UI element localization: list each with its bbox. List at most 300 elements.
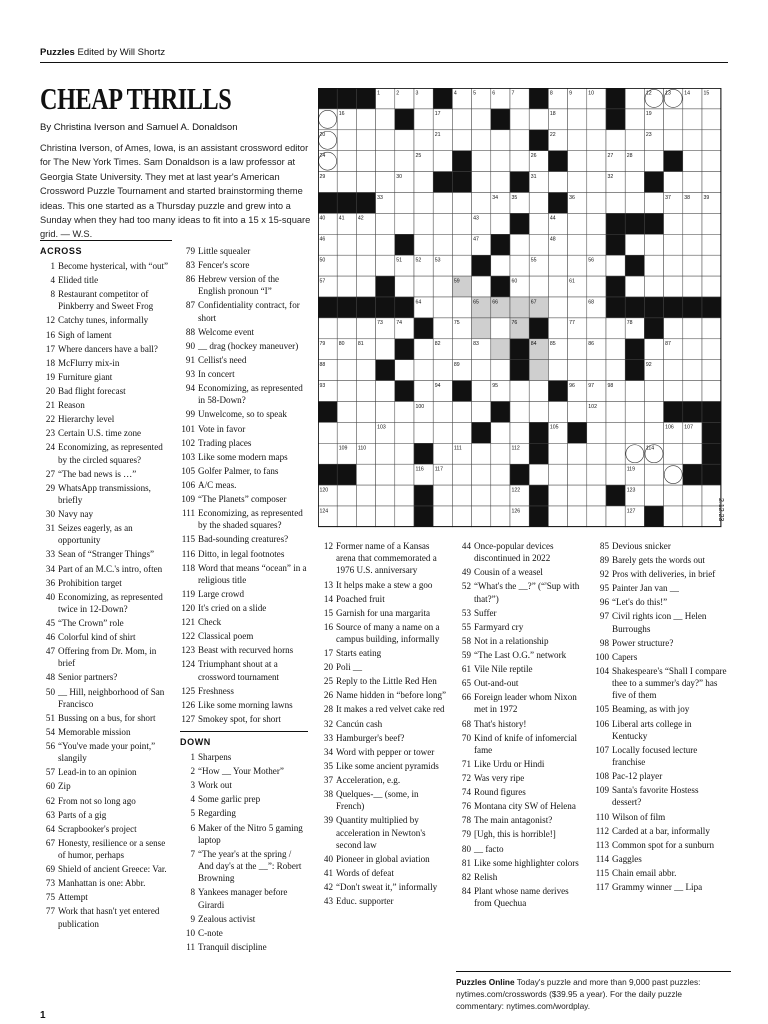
- grid-cell[interactable]: [337, 130, 356, 151]
- cell-number: 4: [453, 90, 457, 97]
- grid-cell[interactable]: [472, 485, 491, 506]
- grid-cell[interactable]: [702, 213, 721, 234]
- grid-cell[interactable]: [625, 88, 644, 109]
- grid-cell[interactable]: [702, 318, 721, 339]
- grid-cell[interactable]: [318, 422, 337, 443]
- grid-cell[interactable]: [568, 485, 587, 506]
- grid-cell[interactable]: [376, 151, 395, 172]
- clue-number: 117: [595, 882, 609, 892]
- grid-cell[interactable]: [395, 402, 414, 423]
- grid-cell[interactable]: [472, 464, 491, 485]
- grid-cell[interactable]: [395, 276, 414, 297]
- grid-cell[interactable]: [625, 172, 644, 193]
- grid-cell[interactable]: [356, 422, 375, 443]
- clue-text: “The bad news is …”: [58, 468, 137, 479]
- grid-cell[interactable]: [587, 130, 606, 151]
- grid-block: [529, 130, 548, 151]
- grid-cell[interactable]: [606, 130, 625, 151]
- grid-cell[interactable]: [472, 402, 491, 423]
- grid-cell[interactable]: [337, 318, 356, 339]
- cell-number: 15: [703, 90, 710, 97]
- grid-cell[interactable]: [664, 381, 683, 402]
- grid-cell[interactable]: [433, 506, 452, 527]
- grid-cell[interactable]: [414, 276, 433, 297]
- grid-cell[interactable]: [683, 151, 702, 172]
- grid-cell[interactable]: [491, 506, 510, 527]
- grid-cell[interactable]: [664, 360, 683, 381]
- grid-cell[interactable]: [356, 130, 375, 151]
- grid-cell[interactable]: [376, 130, 395, 151]
- grid-cell[interactable]: [452, 506, 471, 527]
- grid-cell[interactable]: [664, 485, 683, 506]
- grid-cell[interactable]: [548, 506, 567, 527]
- grid-cell[interactable]: [683, 130, 702, 151]
- grid-cell[interactable]: [683, 255, 702, 276]
- grid-cell[interactable]: [587, 172, 606, 193]
- clue-text: __ Hill, neighborhood of San Francisco: [58, 686, 165, 709]
- grid-cell[interactable]: [644, 151, 663, 172]
- clue-number: 1: [50, 261, 55, 271]
- grid-cell[interactable]: [414, 422, 433, 443]
- grid-cell[interactable]: [337, 234, 356, 255]
- cell-number: 84: [530, 341, 537, 348]
- grid-cell[interactable]: [664, 255, 683, 276]
- grid-cell[interactable]: [452, 193, 471, 214]
- grid-cell[interactable]: [568, 443, 587, 464]
- grid-cell[interactable]: [548, 464, 567, 485]
- grid-cell[interactable]: [529, 109, 548, 130]
- cell-number: 92: [645, 362, 652, 368]
- grid-cell[interactable]: [606, 360, 625, 381]
- grid-cell[interactable]: [356, 464, 375, 485]
- grid-cell[interactable]: [587, 151, 606, 172]
- grid-cell[interactable]: [683, 109, 702, 130]
- grid-cell[interactable]: [644, 276, 663, 297]
- grid-cell[interactable]: [452, 130, 471, 151]
- grid-cell[interactable]: [395, 443, 414, 464]
- grid-cell[interactable]: [510, 422, 529, 443]
- grid-cell[interactable]: [625, 193, 644, 214]
- grid-cell[interactable]: [510, 109, 529, 130]
- grid-cell[interactable]: [702, 172, 721, 193]
- grid-cell[interactable]: [452, 485, 471, 506]
- grid-cell[interactable]: [356, 402, 375, 423]
- grid-cell[interactable]: [683, 485, 702, 506]
- grid-cell[interactable]: [625, 109, 644, 130]
- grid-cell[interactable]: [702, 255, 721, 276]
- grid-cell[interactable]: [510, 130, 529, 151]
- clue-item: [594, 637, 728, 649]
- grid-cell[interactable]: [491, 172, 510, 193]
- grid-cell[interactable]: [356, 151, 375, 172]
- cell-number: 47: [473, 236, 479, 243]
- grid-cell[interactable]: [414, 193, 433, 214]
- grid-cell[interactable]: [548, 255, 567, 276]
- grid-cell[interactable]: [395, 360, 414, 381]
- grid-cell[interactable]: [337, 151, 356, 172]
- clue-number: 126: [181, 699, 195, 710]
- grid-cell[interactable]: [491, 360, 510, 381]
- grid-cell[interactable]: [548, 402, 567, 423]
- grid-cell[interactable]: [510, 255, 529, 276]
- grid-cell[interactable]: [529, 464, 548, 485]
- grid-cell[interactable]: [683, 339, 702, 360]
- grid-cell[interactable]: [510, 151, 529, 172]
- grid-cell[interactable]: [337, 485, 356, 506]
- grid-cell[interactable]: [510, 234, 529, 255]
- grid-cell[interactable]: [606, 339, 625, 360]
- grid-cell[interactable]: [606, 402, 625, 423]
- clue-item: [180, 616, 308, 628]
- grid-cell[interactable]: [491, 464, 510, 485]
- grid-cell[interactable]: [568, 151, 587, 172]
- grid-cell[interactable]: [491, 422, 510, 443]
- grid-cell[interactable]: [664, 276, 683, 297]
- grid-cell[interactable]: [587, 506, 606, 527]
- grid-block: [491, 234, 510, 255]
- grid-cell[interactable]: [529, 402, 548, 423]
- grid-block: [606, 234, 625, 255]
- grid-cell[interactable]: [395, 151, 414, 172]
- clue-item: [318, 675, 448, 687]
- grid-cell[interactable]: [356, 109, 375, 130]
- grid-cell[interactable]: [702, 381, 721, 402]
- clue-number: 127: [181, 713, 195, 724]
- grid-cell[interactable]: [433, 297, 452, 318]
- grid-cell[interactable]: [452, 213, 471, 234]
- grid-cell[interactable]: [356, 360, 375, 381]
- grid-cell[interactable]: [664, 234, 683, 255]
- grid-cell[interactable]: [702, 360, 721, 381]
- grid-cell[interactable]: [664, 130, 683, 151]
- grid-cell[interactable]: [433, 360, 452, 381]
- grid-cell[interactable]: [587, 234, 606, 255]
- grid-cell[interactable]: [491, 339, 510, 360]
- grid-cell[interactable]: [395, 422, 414, 443]
- grid-cell[interactable]: [318, 318, 337, 339]
- grid-cell[interactable]: [644, 255, 663, 276]
- grid-cell[interactable]: [664, 213, 683, 234]
- clue-number: 108: [595, 771, 609, 782]
- grid-cell[interactable]: [683, 443, 702, 464]
- grid-cell[interactable]: [664, 506, 683, 527]
- grid-cell[interactable]: [606, 318, 625, 339]
- grid-cell[interactable]: [395, 485, 414, 506]
- grid-cell[interactable]: [548, 443, 567, 464]
- grid-cell[interactable]: [644, 485, 663, 506]
- grid-cell[interactable]: [529, 193, 548, 214]
- grid-cell[interactable]: [625, 130, 644, 151]
- clue-text: Kind of knife of infomercial fame: [474, 732, 578, 755]
- grid-cell[interactable]: [433, 402, 452, 423]
- grid-cell[interactable]: [625, 402, 644, 423]
- grid-cell[interactable]: [625, 234, 644, 255]
- grid-cell[interactable]: [644, 402, 663, 423]
- grid-cell[interactable]: [683, 172, 702, 193]
- grid-cell[interactable]: [376, 172, 395, 193]
- grid-cell[interactable]: [472, 109, 491, 130]
- grid-cell[interactable]: [472, 506, 491, 527]
- grid-cell[interactable]: [356, 276, 375, 297]
- grid-cell[interactable]: [433, 422, 452, 443]
- grid-cell[interactable]: [376, 213, 395, 234]
- grid-cell[interactable]: [376, 443, 395, 464]
- grid-cell[interactable]: [356, 255, 375, 276]
- grid-cell[interactable]: [491, 318, 510, 339]
- grid-cell[interactable]: [491, 130, 510, 151]
- grid-cell[interactable]: [548, 276, 567, 297]
- grid-cell[interactable]: [414, 339, 433, 360]
- grid-cell[interactable]: [529, 276, 548, 297]
- grid-cell[interactable]: [337, 255, 356, 276]
- grid-cell[interactable]: [644, 381, 663, 402]
- grid-cell[interactable]: [452, 297, 471, 318]
- grid-cell[interactable]: [356, 381, 375, 402]
- grid-cell[interactable]: [548, 360, 567, 381]
- clue-item: [594, 853, 728, 865]
- grid-cell[interactable]: [683, 506, 702, 527]
- grid-cell[interactable]: [548, 485, 567, 506]
- grid-cell[interactable]: [587, 485, 606, 506]
- grid-cell[interactable]: [644, 464, 663, 485]
- grid-cell[interactable]: [644, 193, 663, 214]
- grid-cell[interactable]: [587, 276, 606, 297]
- grid-cell[interactable]: [606, 422, 625, 443]
- grid-cell[interactable]: [529, 381, 548, 402]
- grid-cell[interactable]: [510, 381, 529, 402]
- clue-item: [594, 582, 728, 594]
- clue-text: Sigh of lament: [58, 329, 112, 340]
- grid-cell[interactable]: [414, 234, 433, 255]
- clue-text: Carded at a bar, informally: [612, 825, 710, 836]
- grid-cell[interactable]: [376, 381, 395, 402]
- grid-cell[interactable]: [414, 172, 433, 193]
- clue-item: [318, 746, 448, 758]
- grid-cell[interactable]: [472, 443, 491, 464]
- grid-cell[interactable]: [491, 443, 510, 464]
- grid-cell[interactable]: [683, 213, 702, 234]
- grid-cell[interactable]: [337, 360, 356, 381]
- grid-cell[interactable]: [587, 213, 606, 234]
- grid-cell[interactable]: [702, 109, 721, 130]
- grid-cell[interactable]: [491, 151, 510, 172]
- grid-cell[interactable]: [548, 318, 567, 339]
- grid-cell[interactable]: [472, 151, 491, 172]
- grid-cell[interactable]: [376, 234, 395, 255]
- grid-cell[interactable]: [433, 213, 452, 234]
- grid-cell[interactable]: [433, 193, 452, 214]
- grid-cell[interactable]: [664, 172, 683, 193]
- grid-cell[interactable]: [414, 213, 433, 234]
- grid-cell[interactable]: [452, 339, 471, 360]
- grid-cell[interactable]: [472, 318, 491, 339]
- grid-cell[interactable]: [606, 255, 625, 276]
- grid-cell[interactable]: [472, 172, 491, 193]
- grid-cell[interactable]: [625, 422, 644, 443]
- grid-cell[interactable]: [433, 151, 452, 172]
- grid-cell[interactable]: [491, 213, 510, 234]
- grid-cell[interactable]: [568, 109, 587, 130]
- grid-cell[interactable]: [568, 506, 587, 527]
- grid-cell[interactable]: [510, 402, 529, 423]
- clue-number: 16: [323, 621, 333, 632]
- grid-cell[interactable]: [472, 193, 491, 214]
- cell-number: 39: [703, 194, 710, 201]
- clue-item: [180, 507, 308, 531]
- grid-cell[interactable]: [395, 130, 414, 151]
- grid-cell[interactable]: [587, 360, 606, 381]
- grid-cell[interactable]: [337, 172, 356, 193]
- grid-cell[interactable]: [568, 339, 587, 360]
- grid-cell[interactable]: [606, 193, 625, 214]
- grid-cell[interactable]: [356, 172, 375, 193]
- grid-cell[interactable]: [625, 381, 644, 402]
- grid-cell[interactable]: [606, 443, 625, 464]
- grid-block: [664, 151, 683, 172]
- grid-cell[interactable]: [529, 360, 548, 381]
- grid-cell[interactable]: [452, 109, 471, 130]
- grid-cell[interactable]: [376, 339, 395, 360]
- grid-cell[interactable]: [491, 255, 510, 276]
- grid-cell[interactable]: [433, 276, 452, 297]
- grid-cell[interactable]: [337, 422, 356, 443]
- crossword-grid[interactable]: [318, 88, 722, 528]
- grid-cell[interactable]: [376, 109, 395, 130]
- grid-cell[interactable]: [414, 130, 433, 151]
- grid-cell[interactable]: [510, 297, 529, 318]
- cell-number: 111: [453, 445, 462, 452]
- clue-number: 40: [45, 591, 55, 602]
- clue-item: [594, 784, 728, 808]
- grid-block: [510, 339, 529, 360]
- grid-cell[interactable]: [472, 130, 491, 151]
- grid-cell[interactable]: [356, 506, 375, 527]
- grid-cell[interactable]: [702, 339, 721, 360]
- grid-cell[interactable]: [376, 402, 395, 423]
- grid-cell[interactable]: [702, 234, 721, 255]
- grid-cell[interactable]: [548, 297, 567, 318]
- cell-number: 107: [684, 424, 693, 431]
- grid-cell[interactable]: [568, 464, 587, 485]
- grid-cell[interactable]: [568, 130, 587, 151]
- grid-cell[interactable]: [587, 443, 606, 464]
- grid-cell[interactable]: [568, 172, 587, 193]
- grid-cell[interactable]: [568, 297, 587, 318]
- grid-cell[interactable]: [433, 443, 452, 464]
- grid-cell[interactable]: [587, 422, 606, 443]
- grid-cell[interactable]: [433, 485, 452, 506]
- grid-cell[interactable]: [702, 276, 721, 297]
- grid-cell[interactable]: [395, 464, 414, 485]
- clue-number: 85: [599, 541, 609, 551]
- grid-cell[interactable]: [644, 339, 663, 360]
- grid-cell[interactable]: [587, 464, 606, 485]
- grid-cell[interactable]: [376, 464, 395, 485]
- grid-cell[interactable]: [414, 381, 433, 402]
- cell-number: 97: [588, 382, 595, 389]
- grid-cell[interactable]: [395, 193, 414, 214]
- grid-cell[interactable]: [472, 381, 491, 402]
- clue-item: [40, 329, 172, 341]
- clue-text: Sean of “Stranger Things”: [58, 549, 155, 560]
- grid-cell[interactable]: [472, 276, 491, 297]
- grid-cell[interactable]: [529, 234, 548, 255]
- grid-cell[interactable]: [568, 234, 587, 255]
- grid-cell[interactable]: [587, 109, 606, 130]
- grid-cell[interactable]: [568, 213, 587, 234]
- grid-cell[interactable]: [568, 255, 587, 276]
- grid-cell[interactable]: [664, 318, 683, 339]
- grid-cell[interactable]: [683, 381, 702, 402]
- grid-cell[interactable]: [664, 109, 683, 130]
- grid-cell[interactable]: [414, 109, 433, 130]
- grid-svg[interactable]: [318, 88, 722, 528]
- grid-cell[interactable]: [587, 193, 606, 214]
- grid-cell[interactable]: [683, 276, 702, 297]
- grid-cell[interactable]: [625, 443, 644, 464]
- grid-cell[interactable]: [452, 464, 471, 485]
- grid-cell[interactable]: [337, 276, 356, 297]
- clue-number: 10: [185, 927, 195, 938]
- clue-item: [40, 548, 172, 560]
- grid-cell[interactable]: [356, 318, 375, 339]
- grid-cell[interactable]: [568, 360, 587, 381]
- grid-cell[interactable]: [318, 109, 337, 130]
- grid-cell[interactable]: [356, 485, 375, 506]
- grid-cell[interactable]: [683, 318, 702, 339]
- grid-cell[interactable]: [606, 506, 625, 527]
- grid-cell[interactable]: [356, 234, 375, 255]
- grid-cell[interactable]: [587, 318, 606, 339]
- grid-cell[interactable]: [395, 506, 414, 527]
- grid-cell[interactable]: [452, 255, 471, 276]
- grid-cell[interactable]: [395, 213, 414, 234]
- grid-cell[interactable]: [702, 151, 721, 172]
- grid-cell[interactable]: [702, 130, 721, 151]
- grid-cell[interactable]: [433, 234, 452, 255]
- grid-cell[interactable]: [683, 234, 702, 255]
- clue-item: [456, 663, 586, 675]
- grid-cell[interactable]: [376, 485, 395, 506]
- grid-cell[interactable]: [452, 402, 471, 423]
- grid-cell[interactable]: [548, 172, 567, 193]
- grid-cell[interactable]: [414, 360, 433, 381]
- grid-cell[interactable]: [337, 381, 356, 402]
- grid-cell[interactable]: [625, 276, 644, 297]
- grid-cell[interactable]: [568, 402, 587, 423]
- clue-number: 28: [323, 704, 333, 715]
- grid-cell[interactable]: [433, 318, 452, 339]
- grid-cell[interactable]: [337, 402, 356, 423]
- grid-cell[interactable]: [452, 422, 471, 443]
- grid-cell[interactable]: [491, 485, 510, 506]
- grid-cell[interactable]: [318, 443, 337, 464]
- grid-cell[interactable]: [644, 234, 663, 255]
- grid-cell[interactable]: [664, 464, 683, 485]
- grid-cell[interactable]: [664, 443, 683, 464]
- grid-cell[interactable]: [644, 422, 663, 443]
- grid-cell[interactable]: [376, 255, 395, 276]
- grid-cell[interactable]: [452, 234, 471, 255]
- clue-text: Cellist's need: [198, 354, 247, 365]
- grid-cell[interactable]: [606, 464, 625, 485]
- grid-block: [548, 381, 567, 402]
- grid-cell[interactable]: [376, 506, 395, 527]
- grid-cell[interactable]: [683, 360, 702, 381]
- grid-cell[interactable]: [529, 213, 548, 234]
- grid-cell[interactable]: [472, 360, 491, 381]
- grid-cell[interactable]: [337, 506, 356, 527]
